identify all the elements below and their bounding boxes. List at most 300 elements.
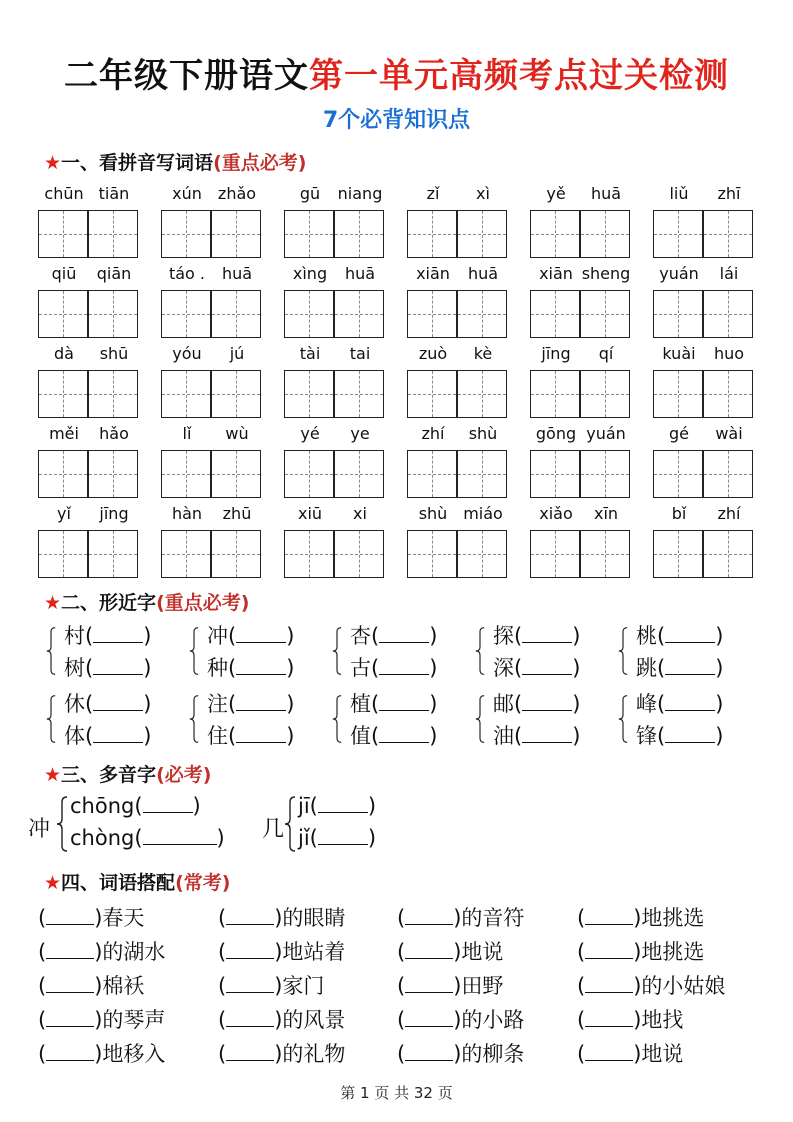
writing-cell[interactable] — [407, 210, 457, 258]
word-match-item — [577, 936, 704, 966]
answer-blank[interactable] — [93, 724, 143, 743]
writing-cell[interactable] — [580, 530, 630, 578]
writing-cell[interactable] — [211, 450, 261, 498]
writing-cell[interactable] — [284, 210, 334, 258]
paren-open: ( — [371, 724, 380, 748]
title-black: 二年级下册语文 — [64, 56, 309, 96]
polyphone-char: 几 — [262, 817, 285, 842]
writing-cell[interactable] — [653, 370, 703, 418]
pinyin-label: zǐ — [426, 184, 440, 203]
pinyin-label: yé — [300, 424, 320, 443]
pinyin-label: xiān — [416, 264, 450, 283]
answer-blank[interactable] — [522, 624, 572, 643]
writing-cell[interactable] — [161, 370, 211, 418]
word-match-item — [397, 970, 503, 1000]
paren-close: ) — [633, 1008, 642, 1032]
writing-cell[interactable] — [334, 210, 384, 258]
star-icon: ★ — [44, 764, 62, 786]
word-match-item — [38, 1038, 165, 1068]
pinyin-label: wù — [225, 424, 249, 443]
pinyin-row — [38, 184, 758, 260]
answer-blank[interactable] — [226, 940, 274, 959]
writing-cell[interactable] — [530, 370, 580, 418]
answer-blank[interactable] — [585, 940, 633, 959]
word-item — [38, 184, 142, 260]
character: 村 — [64, 624, 85, 648]
paren-open: ( — [228, 656, 237, 680]
pinyin-label: zhí — [421, 424, 445, 443]
paren-close: ) — [286, 624, 295, 648]
writing-cell[interactable] — [334, 290, 384, 338]
paren-open: ( — [397, 974, 406, 998]
paren-open: ( — [371, 624, 380, 648]
writing-cell[interactable] — [284, 290, 334, 338]
similar-char-line — [207, 620, 294, 650]
answer-blank[interactable] — [405, 1042, 453, 1061]
character: 树 — [64, 656, 85, 680]
word-item — [38, 424, 142, 500]
section1-tag: (重点必考) — [213, 152, 307, 174]
writing-cell[interactable] — [407, 370, 457, 418]
answer-blank[interactable] — [522, 656, 572, 675]
pinyin-label: gé — [669, 424, 689, 443]
paren-close: ) — [633, 974, 642, 998]
pinyin-label: shù — [468, 424, 498, 443]
paren-close: ) — [453, 1042, 462, 1066]
writing-cell[interactable] — [653, 450, 703, 498]
paren-open: ( — [228, 724, 237, 748]
paren-close: ) — [286, 656, 295, 680]
writing-cell[interactable] — [530, 530, 580, 578]
brace-icon — [56, 796, 68, 852]
paren-open: ( — [38, 906, 47, 930]
answer-blank[interactable] — [318, 826, 368, 845]
answer-blank[interactable] — [93, 692, 143, 711]
answer-blank[interactable] — [46, 940, 94, 959]
paren-open: ( — [85, 692, 94, 716]
similar-char-line — [350, 652, 437, 682]
paren-close: ) — [143, 624, 152, 648]
writing-cell[interactable] — [530, 290, 580, 338]
word-item — [284, 344, 388, 420]
brace-icon — [284, 796, 296, 852]
paren-open: ( — [397, 1042, 406, 1066]
paren-open: ( — [514, 624, 523, 648]
word-match-item — [218, 936, 345, 966]
writing-cell[interactable] — [334, 450, 384, 498]
pinyin-label: dà — [54, 344, 74, 363]
paren-open: ( — [218, 1008, 227, 1032]
word-item — [161, 264, 265, 340]
pinyin-label: zhǎo — [217, 184, 257, 203]
word-item — [407, 184, 511, 260]
word-match-item — [38, 902, 144, 932]
answer-blank[interactable] — [46, 1042, 94, 1061]
writing-cell[interactable] — [530, 210, 580, 258]
paren-open: ( — [218, 906, 227, 930]
pinyin-label: jīng — [541, 344, 571, 363]
paren-open: ( — [514, 692, 523, 716]
answer-blank[interactable] — [665, 624, 715, 643]
answer-blank[interactable] — [46, 974, 94, 993]
paren-open: ( — [218, 974, 227, 998]
writing-cell[interactable] — [88, 210, 138, 258]
word-text: 棉袄 — [102, 974, 145, 998]
pinyin-label: chūn — [44, 184, 84, 203]
answer-blank[interactable] — [236, 724, 286, 743]
pinyin-label: liǔ — [669, 184, 689, 203]
paren-open: ( — [397, 906, 406, 930]
brace-icon — [46, 622, 56, 680]
word-match-item — [218, 1004, 345, 1034]
paren-open: ( — [228, 624, 237, 648]
paren-close: ) — [453, 974, 462, 998]
writing-cell[interactable] — [284, 450, 334, 498]
similar-char-line — [636, 652, 723, 682]
paren-close: ) — [94, 974, 103, 998]
answer-blank[interactable] — [405, 906, 453, 925]
paren-close: ) — [633, 1042, 642, 1066]
pinyin-label: xì — [476, 184, 490, 203]
paren-close: ) — [274, 906, 283, 930]
similar-char-line — [636, 688, 723, 718]
section2-title: 二、形近字 — [61, 592, 157, 614]
word-item — [161, 184, 265, 260]
writing-cell[interactable] — [653, 530, 703, 578]
pinyin-label: huā — [467, 264, 499, 283]
writing-cell[interactable] — [407, 450, 457, 498]
paren-open: ( — [134, 826, 143, 850]
pinyin-label: kè — [473, 344, 493, 363]
paren-open: ( — [577, 906, 586, 930]
pinyin-row — [38, 504, 758, 580]
word-text: 地说 — [641, 1042, 684, 1066]
writing-cell[interactable] — [457, 450, 507, 498]
paren-close: ) — [572, 624, 581, 648]
brace-icon — [475, 690, 485, 748]
pinyin-label: shù — [418, 504, 448, 523]
writing-cell[interactable] — [530, 450, 580, 498]
writing-cell[interactable] — [161, 210, 211, 258]
paren-close: ) — [94, 1008, 103, 1032]
writing-cell[interactable] — [703, 450, 753, 498]
answer-blank[interactable] — [93, 624, 143, 643]
paren-close: ) — [429, 624, 438, 648]
similar-char-line — [207, 688, 294, 718]
paren-close: ) — [572, 656, 581, 680]
paren-close: ) — [715, 692, 724, 716]
paren-open: ( — [85, 724, 94, 748]
similar-char-group — [46, 620, 176, 682]
character: 锋 — [636, 724, 657, 748]
pinyin-label: xi — [353, 504, 367, 523]
writing-cell[interactable] — [211, 370, 261, 418]
word-match-item — [218, 970, 324, 1000]
word-item — [407, 344, 511, 420]
pinyin-label: huā — [590, 184, 622, 203]
section1-title: 一、看拼音写词语 — [61, 152, 214, 174]
character: 住 — [207, 724, 228, 748]
similar-char-group — [189, 688, 319, 750]
pinyin-row — [38, 344, 758, 420]
answer-blank[interactable] — [226, 906, 274, 925]
writing-cell[interactable] — [161, 290, 211, 338]
word-match-item — [218, 1038, 345, 1068]
writing-cell[interactable] — [88, 370, 138, 418]
answer-blank[interactable] — [226, 1042, 274, 1061]
writing-cell[interactable] — [88, 530, 138, 578]
paren-close: ) — [429, 656, 438, 680]
writing-cell[interactable] — [334, 370, 384, 418]
answer-blank[interactable] — [236, 624, 286, 643]
character: 深 — [493, 656, 514, 680]
pinyin-row — [38, 424, 758, 500]
word-match-item — [397, 1004, 524, 1034]
word-text: 地挑选 — [641, 906, 705, 930]
pinyin-reading: jǐ — [298, 826, 310, 850]
answer-blank[interactable] — [379, 724, 429, 743]
paren-close: ) — [572, 724, 581, 748]
answer-blank[interactable] — [379, 656, 429, 675]
word-match-item — [577, 902, 704, 932]
polyphone-reading — [298, 794, 376, 818]
answer-blank[interactable] — [522, 692, 572, 711]
writing-cell[interactable] — [161, 530, 211, 578]
answer-blank[interactable] — [143, 794, 193, 813]
word-text: 的音符 — [461, 906, 525, 930]
writing-cell[interactable] — [284, 370, 334, 418]
answer-blank[interactable] — [585, 1042, 633, 1061]
paren-open: ( — [218, 1042, 227, 1066]
writing-cell[interactable] — [38, 290, 88, 338]
writing-cell[interactable] — [703, 530, 753, 578]
word-item — [284, 264, 388, 340]
writing-cell[interactable] — [38, 210, 88, 258]
paren-close: ) — [286, 692, 295, 716]
word-item — [284, 504, 388, 580]
polyphone-reading — [70, 826, 225, 850]
answer-blank[interactable] — [46, 906, 94, 925]
paren-close: ) — [286, 724, 295, 748]
paren-close: ) — [274, 1008, 283, 1032]
answer-blank[interactable] — [665, 724, 715, 743]
paren-open: ( — [514, 724, 523, 748]
pinyin-label: miáo — [463, 504, 503, 523]
answer-blank[interactable] — [585, 974, 633, 993]
brace-icon — [332, 690, 342, 748]
paren-close: ) — [715, 656, 724, 680]
word-match-item — [577, 1004, 683, 1034]
section1-heading — [44, 148, 306, 175]
similar-char-line — [64, 620, 151, 650]
word-match-item — [577, 970, 725, 1000]
brace-icon — [332, 622, 342, 680]
paren-open: ( — [577, 1008, 586, 1032]
pinyin-label: xiū — [297, 504, 323, 523]
paren-open: ( — [38, 974, 47, 998]
answer-blank[interactable] — [522, 724, 572, 743]
writing-cell[interactable] — [580, 210, 630, 258]
answer-blank[interactable] — [236, 692, 286, 711]
answer-blank[interactable] — [585, 906, 633, 925]
answer-blank[interactable] — [405, 1008, 453, 1027]
writing-cell[interactable] — [457, 530, 507, 578]
answer-blank[interactable] — [405, 940, 453, 959]
writing-cell[interactable] — [211, 530, 261, 578]
word-text: 地挑选 — [641, 940, 705, 964]
writing-cell[interactable] — [38, 370, 88, 418]
writing-cell[interactable] — [211, 290, 261, 338]
paren-open: ( — [371, 692, 380, 716]
answer-blank[interactable] — [665, 692, 715, 711]
pinyin-label: gōng — [535, 424, 577, 443]
paren-close: ) — [274, 974, 283, 998]
word-text: 的小路 — [461, 1008, 525, 1032]
character: 古 — [350, 656, 371, 680]
word-match-item — [397, 902, 524, 932]
similar-char-group — [618, 688, 748, 750]
character: 注 — [207, 692, 228, 716]
similar-char-line — [493, 720, 580, 750]
paren-open: ( — [38, 940, 47, 964]
pinyin-label: jú — [229, 344, 245, 363]
answer-blank[interactable] — [93, 656, 143, 675]
writing-cell[interactable] — [407, 530, 457, 578]
character: 休 — [64, 692, 85, 716]
similar-char-line — [207, 652, 294, 682]
paren-close: ) — [572, 692, 581, 716]
pinyin-label: lǐ — [182, 424, 192, 443]
pinyin-label: huā — [221, 264, 253, 283]
brace-icon — [618, 622, 628, 680]
character: 邮 — [493, 692, 514, 716]
similar-char-line — [493, 688, 580, 718]
word-text: 地说 — [461, 940, 504, 964]
pinyin-label: shū — [99, 344, 129, 363]
pinyin-label: ye — [350, 424, 370, 443]
similar-char-line — [207, 720, 294, 750]
word-item — [407, 264, 511, 340]
word-item — [530, 264, 634, 340]
section3-title: 三、多音字 — [61, 764, 157, 786]
paren-open: ( — [657, 692, 666, 716]
paren-close: ) — [216, 826, 225, 850]
answer-blank[interactable] — [585, 1008, 633, 1027]
paren-open: ( — [309, 794, 318, 818]
answer-blank[interactable] — [665, 656, 715, 675]
paren-open: ( — [397, 1008, 406, 1032]
word-match-item — [38, 970, 144, 1000]
writing-cell[interactable] — [38, 450, 88, 498]
writing-cell[interactable] — [580, 450, 630, 498]
answer-blank[interactable] — [379, 692, 429, 711]
answer-blank[interactable] — [226, 1008, 274, 1027]
paren-close: ) — [633, 940, 642, 964]
polyphone-char: 冲 — [28, 817, 51, 842]
word-match-item — [397, 936, 503, 966]
answer-blank[interactable] — [46, 1008, 94, 1027]
paren-open: ( — [85, 656, 94, 680]
writing-cell[interactable] — [211, 210, 261, 258]
pinyin-label: huo — [713, 344, 745, 363]
word-item — [530, 424, 634, 500]
pinyin-label: hǎo — [99, 424, 129, 443]
star-icon: ★ — [44, 152, 62, 174]
writing-cell[interactable] — [457, 290, 507, 338]
writing-cell[interactable] — [653, 210, 703, 258]
paren-close: ) — [715, 724, 724, 748]
writing-cell[interactable] — [703, 290, 753, 338]
writing-cell[interactable] — [161, 450, 211, 498]
pinyin-label: xiān — [539, 264, 573, 283]
pinyin-label: lái — [719, 264, 739, 283]
writing-cell[interactable] — [38, 530, 88, 578]
answer-blank[interactable] — [143, 826, 217, 845]
writing-cell[interactable] — [88, 450, 138, 498]
word-text: 田野 — [461, 974, 504, 998]
page-subtitle: 7个必背知识点 — [322, 108, 471, 133]
similar-char-group — [332, 688, 462, 750]
pinyin-label: bǐ — [671, 504, 687, 523]
section3-heading — [44, 760, 211, 787]
pinyin-label: tai — [349, 344, 371, 363]
word-item — [530, 504, 634, 580]
word-match-item — [38, 936, 165, 966]
paren-close: ) — [192, 794, 201, 818]
paren-close: ) — [429, 724, 438, 748]
writing-cell[interactable] — [88, 290, 138, 338]
word-match-item — [38, 1004, 165, 1034]
paren-open: ( — [38, 1042, 47, 1066]
word-item — [653, 424, 757, 500]
answer-blank[interactable] — [405, 974, 453, 993]
paren-close: ) — [453, 906, 462, 930]
similar-char-line — [636, 620, 723, 650]
writing-cell[interactable] — [334, 530, 384, 578]
writing-cell[interactable] — [580, 370, 630, 418]
writing-cell[interactable] — [703, 210, 753, 258]
answer-blank[interactable] — [379, 624, 429, 643]
similar-char-line — [64, 720, 151, 750]
word-item — [161, 504, 265, 580]
polyphone-reading — [298, 826, 376, 850]
pinyin-label: yuán — [659, 264, 699, 283]
writing-cell[interactable] — [407, 290, 457, 338]
writing-cell[interactable] — [703, 370, 753, 418]
paren-close: ) — [367, 826, 377, 850]
writing-cell[interactable] — [580, 290, 630, 338]
writing-cell[interactable] — [653, 290, 703, 338]
similar-char-line — [636, 720, 723, 750]
character: 油 — [493, 724, 514, 748]
answer-blank[interactable] — [318, 794, 368, 813]
word-item — [407, 504, 511, 580]
paren-close: ) — [143, 656, 152, 680]
pinyin-label: yě — [546, 184, 566, 203]
answer-blank[interactable] — [236, 656, 286, 675]
word-item — [38, 504, 142, 580]
writing-cell[interactable] — [284, 530, 334, 578]
pinyin-label: zhī — [717, 184, 741, 203]
writing-cell[interactable] — [457, 370, 507, 418]
pinyin-label: huā — [344, 264, 376, 283]
paren-open: ( — [577, 974, 586, 998]
page-footer: 第 1 页 共 32 页 — [340, 1084, 453, 1102]
pinyin-label: tiān — [98, 184, 130, 203]
answer-blank[interactable] — [226, 974, 274, 993]
writing-cell[interactable] — [457, 210, 507, 258]
paren-close: ) — [94, 1042, 103, 1066]
